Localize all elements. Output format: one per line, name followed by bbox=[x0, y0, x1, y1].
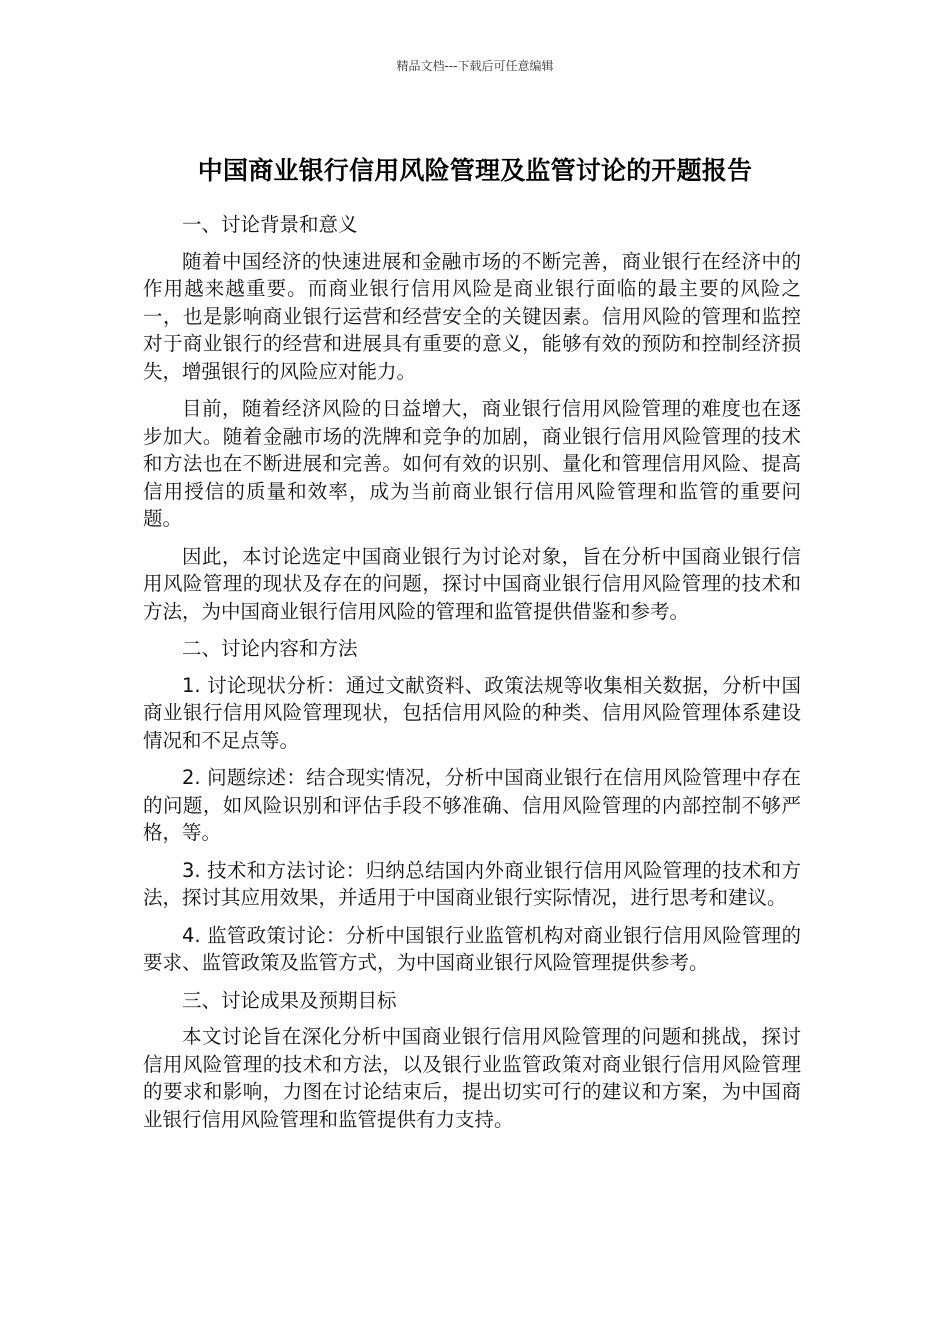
paragraph-method-3: 3. 技术和方法讨论：归纳总结国内外商业银行信用风险管理的技术和方法，探讨其应用效果，并适用于中国商业银行实际情况，进行思考和建议。 bbox=[143, 858, 801, 909]
document-title: 中国商业银行信用风险管理及监管讨论的开题报告 bbox=[197, 155, 753, 185]
paragraph-background-1: 随着中国经济的快速进展和金融市场的不断完善，商业银行在经济中的作用越来越重要。而商业银行信用风险是商业银行面临的最主要的风险之一，也是影响商业银行运营和经营安全的关键因素。信用风险的管理和监控对于商业银行的经营和进展具有重要的意义，能够有效的预防和控制经济损失，增强银行的风险应对能力。 bbox=[143, 249, 801, 383]
section-heading-content-methods: 二、讨论内容和方法 bbox=[182, 637, 358, 660]
paragraph-method-1: 1. 讨论现状分析：通过文献资料、政策法规等收集相关数据，分析中国商业银行信用风险管理现状，包括信用风险的种类、信用风险管理体系建设情况和不足点等。 bbox=[143, 673, 801, 752]
paragraph-method-2: 2. 问题综述：结合现实情况，分析中国商业银行在信用风险管理中存在的问题，如风险识别和评估手段不够准确、信用风险管理的内部控制不够严格，等。 bbox=[143, 766, 801, 844]
paragraph-method-4: 4. 监管政策讨论：分析中国银行业监管机构对商业银行信用风险管理的要求、监管政策及监管方式，为中国商业银行风险管理提供参考。 bbox=[143, 923, 801, 974]
document-body bbox=[143, 211, 801, 1143]
paragraph-background-3: 因此，本讨论选定中国商业银行为讨论对象，旨在分析中国商业银行信用风险管理的现状及存在的问题，探讨中国商业银行信用风险管理的技术和方法，为中国商业银行信用风险的管理和监管提供借鉴和参考。 bbox=[143, 544, 801, 623]
section-heading-expected-results: 三、讨论成果及预期目标 bbox=[182, 988, 397, 1012]
paragraph-background-2: 目前，随着经济风险的日益增大，商业银行信用风险管理的难度也在逐步加大。随着金融市场的洗牌和竞争的加剧，商业银行信用风险管理的技术和方法也在不断进展和完善。如何有效的识别、量化和管理信用风险、提高信用授信的质量和效率，成为当前商业银行信用风险管理和监管的重要问题。 bbox=[143, 397, 801, 530]
header-note: 精品文档---下载后可任意编辑 bbox=[396, 59, 554, 73]
paragraph-expected-results: 本文讨论旨在深化分析中国商业银行信用风险管理的问题和挑战，探讨信用风险管理的技术和方法，以及银行业监管政策对商业银行信用风险管理的要求和影响，力图在讨论结束后，提出切实可行的建议和方案，为中国商业银行信用风险管理和监管提供有力支持。 bbox=[143, 1025, 801, 1131]
section-heading-background: 一、讨论背景和意义 bbox=[182, 213, 358, 236]
